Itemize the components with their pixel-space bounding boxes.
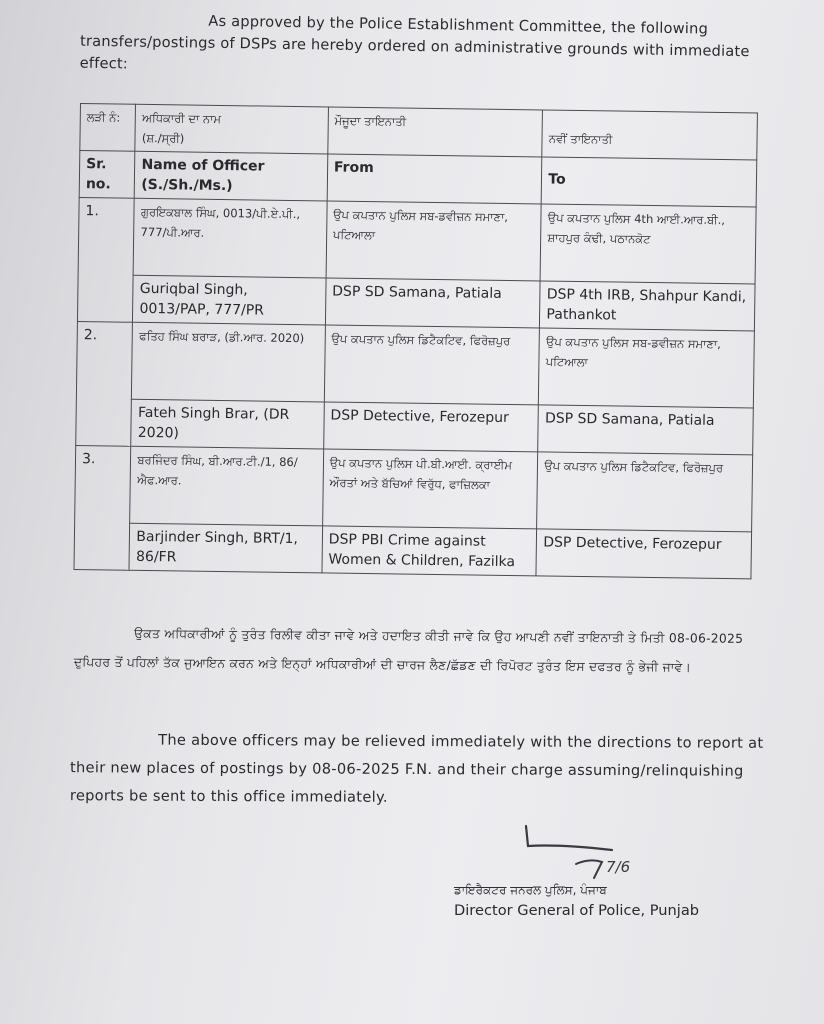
row-from-pa: ਉਪ ਕਪਤਾਨ ਪੁਲਿਸ ਪੀ.ਬੀ.ਆਈ. ਕ੍ਰਾਈਮ ਔਰਤਾਂ ਅਤੇ ਬੱਚਿਆਂ ਵਿਰੁੱਧ, ਫਾਜ਼ਿਲਕਾ bbox=[322, 449, 538, 529]
row-sr: 2. bbox=[76, 321, 133, 446]
row-sr: 3. bbox=[74, 445, 131, 570]
table-row bbox=[78, 197, 756, 283]
row-sr: 1. bbox=[77, 197, 134, 322]
row-to-pa: ਉਪ ਕਪਤਾਨ ਪੁਲਿਸ 4th ਆਈ.ਆਰ.ਬੀ., ਸ਼ਾਹਪੁਰ ਕੰਢੀ, ਪਠਾਨਕੋਟ bbox=[540, 204, 756, 284]
row-from-pa: ਉਪ ਕਪਤਾਨ ਪੁਲਿਸ ਡਿਟੈਕਟਿਵ, ਫਿਰੋਜ਼ਪੁਰ bbox=[324, 325, 540, 405]
relieving-paragraph-punjabi: ਉਕਤ ਅਧਿਕਾਰੀਆਂ ਨੂੰ ਤੁਰੰਤ ਰਿਲੀਵ ਕੀਤਾ ਜਾਵੇ ਅਤੇ ਹਦਾਇਤ ਕੀਤੀ ਜਾਵੇ ਕਿ ਉਹ ਆਪਣੀ ਨਵੀਂ ਤਾਇਨਾਤੀ ਤੇ ਮਿਤੀ 08-06-2025 ਦੁਪਿਹਰ ਤੋਂ ਪਹਿਲਾਂ ਤੱਕ ਜੁਆਇਨ ਕਰਨ ਅਤੇ ਇਨ੍ਹਾਂ ਅਧਿਕਾਰੀਆਂ ਦੀ ਚਾਰਜ ਲੈਣ/ਛੱਡਣ ਦੀ ਰਿਪੋਰਟ ਤੁਰੰਤ ਇਸ ਦਫਤਰ ਨੂੰ ਭੇਜੀ ਜਾਵੇ। bbox=[73, 626, 744, 675]
header-sr-pa: ਲੜੀ ਨੰ: bbox=[80, 104, 136, 152]
intro-paragraph bbox=[80, 9, 761, 86]
row-from: DSP Detective, Ferozepur bbox=[324, 402, 539, 452]
header-name-pa-line2: (ਸ਼./ਸ੍ਰੀ) bbox=[141, 130, 185, 146]
table-row bbox=[74, 522, 752, 578]
row-name: Guriqbal Singh, 0013/PAP, 777/PR bbox=[133, 275, 326, 325]
header-from-pa: ਮੌਜੂਦਾ ਤਾਇਨਾਤੀ bbox=[328, 107, 543, 157]
signature-block bbox=[454, 880, 699, 922]
relieving-paragraph-english: The above officers may be relieved immediately with the directions to report at their new places of postings by 08-06-2025 F.N. and their charge assuming/relinquishing reports be sent to this office immediately. bbox=[69, 731, 764, 806]
table-row bbox=[75, 445, 753, 531]
row-name-pa: ਗੁਰਇਕਬਾਲ ਸਿੰਘ, 0013/ਪੀ.ਏ.ਪੀ., 777/ਪੀ.ਆਰ. bbox=[134, 198, 327, 278]
row-from-pa: ਉਪ ਕਪਤਾਨ ਪੁਲਿਸ ਸਬ-ਡਵੀਜ਼ਨ ਸਮਾਣਾ, ਪਟਿਆਲਾ bbox=[326, 201, 542, 281]
header-to: To bbox=[542, 157, 757, 207]
row-from: DSP SD Samana, Patiala bbox=[325, 278, 540, 328]
signature-date: 7/6 bbox=[606, 858, 631, 876]
row-name: Fateh Singh Brar, (DR 2020) bbox=[131, 399, 324, 449]
row-name-pa: ਫਤਿਹ ਸਿੰਘ ਬਰਾੜ, (ਡੀ.ਆਰ. 2020) bbox=[132, 322, 325, 402]
row-to: DSP Detective, Ferozepur bbox=[536, 529, 751, 579]
row-to: DSP SD Samana, Patiala bbox=[538, 405, 753, 455]
header-name: Name of Officer (S./Sh./Ms.) bbox=[135, 151, 328, 201]
header-name-pa bbox=[135, 104, 328, 154]
row-name-pa: ਬਰਜਿੰਦਰ ਸਿੰਘ, ਬੀ.ਆਰ.ਟੀ./1, 86/ਐਫ.ਆਰ. bbox=[130, 446, 323, 526]
intro-text: As approved by the Police Establishment Committee, the following transfers/postings of DSPs are hereby ordered on administrative grounds with immediate effect: bbox=[79, 12, 750, 73]
signatory-title-pa: ਡਾਇਰੈਕਟਰ ਜਨਰਲ ਪੁਲਿਸ, ਪੰਜਾਬ bbox=[454, 883, 607, 897]
row-to-pa: ਉਪ ਕਪਤਾਨ ਪੁਲਿਸ ਸਬ-ਡਵੀਜ਼ਨ ਸਮਾਣਾ, ਪਟਿਆਲਾ bbox=[539, 328, 755, 408]
header-name-pa-line1: ਅਧਿਕਾਰੀ ਦਾ ਨਾਮ bbox=[142, 110, 222, 126]
row-name: Barjinder Singh, BRT/1, 86/FR bbox=[129, 523, 322, 573]
indent bbox=[80, 24, 208, 26]
row-to: DSP 4th IRB, Shahpur Kandi, Pathankot bbox=[540, 281, 755, 331]
signatory-title: Director General of Police, Punjab bbox=[454, 902, 700, 919]
transfers-table bbox=[73, 103, 757, 579]
row-from: DSP PBI Crime against Women & Children, Fazilka bbox=[322, 526, 537, 576]
signature-mark bbox=[520, 820, 640, 880]
table-row bbox=[76, 321, 754, 407]
header-from: From bbox=[327, 154, 542, 204]
header-sr: Sr. no. bbox=[79, 151, 135, 199]
row-to-pa: ਉਪ ਕਪਤਾਨ ਪੁਲਿਸ ਡਿਟੈਕਟਿਵ, ਫਿਰੋਜ਼ਪੁਰ bbox=[537, 452, 753, 532]
header-to-pa: ਨਵੀਂ ਤਾਇਨਾਤੀ bbox=[542, 110, 757, 160]
